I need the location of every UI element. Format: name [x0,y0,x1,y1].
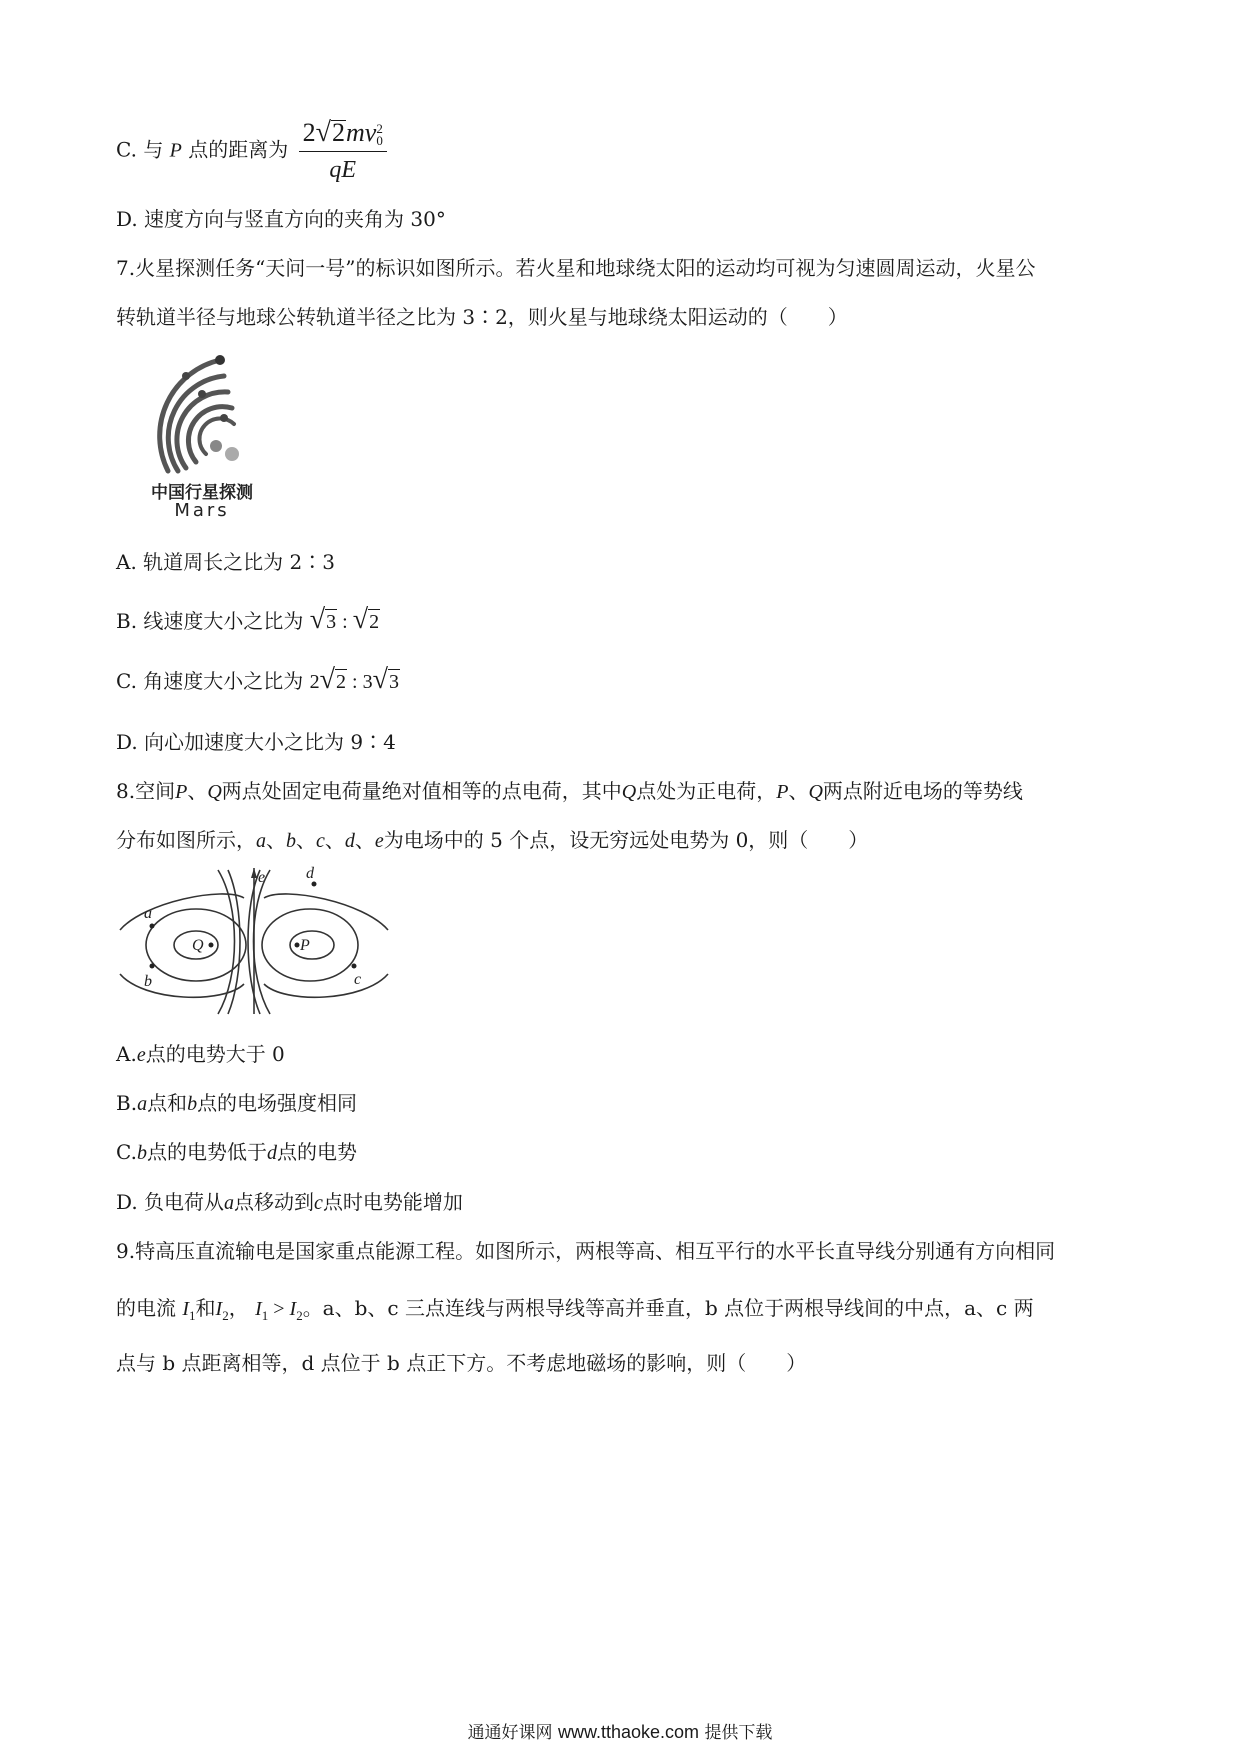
separator: 、 [187,779,208,803]
q8-option-d [116,1188,463,1217]
planet-dot [198,390,206,398]
stem-text: 为电场中的 5 个点，设无穷远处电势为 0，则（ ） [383,828,869,852]
label-b: b [144,973,152,990]
option-label: C. [116,137,137,162]
current-symbol: I [289,1298,297,1320]
q8-stem-line1 [116,777,1023,806]
subscript: 0 [376,133,383,149]
operator: > [268,1298,290,1320]
radicand: 2 [336,671,347,693]
point-c: c [314,1192,323,1214]
option-label: B. [116,1091,138,1115]
option-text: 与 [143,137,164,162]
point-e: e [136,1044,146,1066]
q8-stem-line2: 分布如图所示，a、b、c、d、e为电场中的 5 个点，设无穷远处电势为 0，则（ ） [116,828,869,852]
option-label: A. [116,1042,137,1066]
current-symbol: I [255,1298,262,1320]
coefficient: 3 [362,671,373,693]
option-text: 点的电场强度相同 [197,1091,358,1115]
radicand: 2 [369,611,380,633]
point-d: d [344,830,355,852]
subscript: 1 [189,1308,196,1323]
radicand: 3 [326,611,337,633]
radicand: 3 [388,671,399,693]
point-P: P [776,781,789,803]
logo-en-text: Mars [174,500,230,521]
stem-text: 的电流 [116,1296,176,1320]
planet-dot [182,372,190,380]
superscript: 2 [376,121,383,137]
equipotential-diagram [114,866,394,1016]
option-text: 点的距离为 [188,137,289,162]
q7-stem-line2: 转轨道半径与地球公转轨道半径之比为 3∶2，则火星与地球绕太阳运动的（ ） [116,305,848,329]
option-text: 点和 [147,1091,188,1115]
subscript: 1 [261,1308,269,1323]
subscript: 2 [296,1308,303,1323]
point-e: e [374,830,384,852]
stem-text: 。a、b、c 三点连线与两根导线等高并垂直，b 点位于两根导线间的中点，a、c 两 [302,1296,1034,1320]
stem-text: 8.空间 [116,779,176,803]
point-Q: Q [808,781,823,803]
option-label: D. [116,207,138,231]
point-P: P [169,139,182,162]
label-a: a [144,905,152,922]
option-label: C. [116,1140,137,1164]
point-d: d [266,1142,277,1164]
subscript: 2 [222,1308,229,1323]
option-text: 点移动到 [234,1190,315,1214]
arrow-icon [251,868,257,878]
option-text: 点时电势能增加 [322,1190,463,1214]
q8-option-a [116,1040,285,1069]
stem-text: 两点附近电场的等势线 [822,779,1023,803]
point-b: b [136,1142,147,1164]
q7-option-a: A. 轨道周长之比为 2∶3 [116,550,335,574]
stem-text: 点处为正电荷， [636,779,777,803]
separator: ， [228,1296,249,1320]
denominator: qE [329,157,357,183]
point-a: a [256,830,266,852]
option-label: B. 线速度大小之比为 [116,609,304,633]
point-Q: Q [207,781,222,803]
planet-dot [225,447,239,461]
footer-site-link[interactable]: www.tthaoke.com [557,1722,700,1742]
planet-dot [220,414,228,422]
footer-text: 提供下载 [704,1723,773,1743]
q6-option-d [116,205,446,233]
q7-stem-line1: 7.火星探测任务“天问一号”的标识如图所示。若火星和地球绕太阳的运动均可视为匀速圆周运动，火星公 [116,256,1036,280]
q7-option-c: C. 角速度大小之比为 2√2 : 3√3 [116,664,399,695]
stem-text: 和 [195,1296,216,1320]
fraction: 2√2mv 2 0 qE [299,118,387,184]
q8-option-b [116,1089,357,1118]
point-c: c [316,830,325,852]
q7-option-d: D. 向心加速度大小之比为 9∶4 [116,730,396,754]
point-b: b [286,830,296,852]
q7-option-b: B. 线速度大小之比为 √3 : √2 [116,604,380,635]
option-label: D. 负电荷从 [116,1190,225,1214]
footer-site-name: 通通好课网 [467,1723,553,1743]
mass: m [345,118,365,147]
current-symbol: I [182,1298,190,1320]
label-Q: Q [192,937,204,954]
q9-stem-line3: 点与 b 点距离相等，d 点位于 b 点正下方。不考虑地磁场的影响，则（ ） [116,1351,807,1375]
coefficient: 2 [309,671,320,693]
logo-cn-text: 中国行星探测 [151,483,253,503]
point-a: a [137,1093,148,1115]
stem-text: 分布如图所示， [116,828,256,852]
label-e: e [258,869,266,886]
option-text: 点的电势大于 0 [145,1042,285,1066]
velocity: v [364,118,377,147]
separator: 、 [788,779,809,803]
option-text: 速度方向与竖直方向的夹角为 30° [144,207,446,231]
q6-option-c [116,118,387,184]
label-c: c [354,971,362,988]
point-Q: Q [621,781,637,803]
q9-stem-line2 [116,1294,1034,1330]
mars-logo-figure [128,346,276,524]
current-symbol: I [215,1298,223,1320]
point-b: b [187,1093,198,1115]
stem-text: 两点处固定电荷量绝对值相等的点电荷，其中 [221,779,622,803]
point-a: a [224,1192,235,1214]
page-footer [0,1718,1240,1743]
label-d: d [306,866,314,882]
planet-dot [215,355,225,365]
q9-stem-line1: 9.特高压直流输电是国家重点能源工程。如图所示，两根等高、相互平行的水平长直导线分别通有方向相同 [116,1239,1056,1263]
option-label: C. 角速度大小之比为 [116,669,304,693]
q8-option-c [116,1138,357,1167]
option-text: 点的电势 [276,1140,357,1164]
option-text: 点的电势低于 [146,1140,267,1164]
radicand: 2 [331,118,345,147]
coefficient: 2 [302,118,316,147]
label-P: P [300,937,310,954]
point-P: P [175,781,188,803]
equipotential-lines-figure [114,866,394,1016]
planet-dot [210,440,222,452]
